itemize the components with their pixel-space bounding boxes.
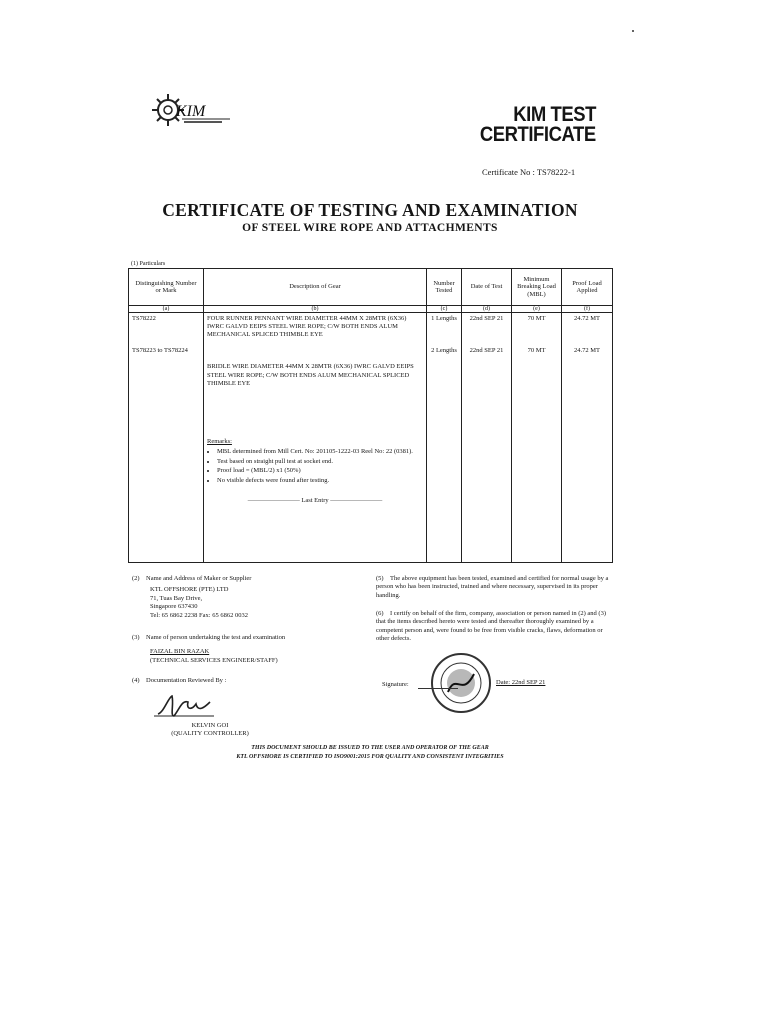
remark-item: • MBL determined from Mill Cert. No: 201105-1222-03 Reel No: 22 (0381). [217, 448, 423, 456]
number-cell [427, 313, 462, 563]
particulars-label: (1) Particulars [131, 261, 166, 267]
mark-1: TS78222 [132, 315, 156, 322]
remark-item: • Test based on straight pull test at socket end. [217, 458, 423, 466]
remark-item: • Proof load = (MBL/2) x1 (50%) [217, 467, 423, 475]
section-6-text: I certify on behalf of the firm, company, association or person named in (2) and (3) that the items described hereto were tested and thereafter thoroughly examined by a competent person and, were found to be free from visible cracks, flaws, deformation or other defects. [376, 610, 606, 643]
scan-speck [632, 30, 634, 32]
index-c: (c) [427, 306, 462, 313]
proof-cell [562, 313, 613, 563]
date-1: 22nd SEP 21 [469, 315, 504, 322]
reviewer-name: KELVIN GOI [191, 722, 229, 729]
company-stamp [430, 652, 492, 714]
tester-name: FAIZAL BIN RAZAK [150, 648, 210, 656]
index-f: (f) [562, 306, 613, 313]
date-label: Date: 22nd SEP 21 [496, 679, 546, 686]
header-description: Description of Gear [204, 269, 427, 306]
reviewer-role: (QUALITY CONTROLLER) [171, 730, 249, 738]
particulars-table [128, 268, 613, 563]
section-3: (3) Name of person undertaking the test and examination FAIZAL BIN RAZAK (TECHNICAL SERVICES ENGINEER/STAFF) [132, 634, 362, 665]
section-4: (4) Documentation Reviewed By : [132, 677, 227, 684]
proof-1: 24.72 MT [574, 315, 600, 322]
svg-text:KIM: KIM [176, 103, 206, 120]
mbl-cell [512, 313, 562, 563]
supplier-line: Singapore 637430 [150, 603, 198, 611]
section-2: (2) Name and Address of Maker or Supplier KTL OFFSHORE (PTE) LTD 71, Tuas Bay Drive, Singapore 637430 Tel: 65 6862 2238 Fax: 65 6862 0032 [132, 575, 362, 620]
tester-role: (TECHNICAL SERVICES ENGINEER/STAFF) [150, 656, 278, 664]
supplier-line: KTL OFFSHORE (PTE) LTD [150, 586, 229, 594]
company-logo [150, 92, 232, 132]
footer-line-2: KTL OFFSHORE IS CERTIFIED TO ISO9001:2015 FOR QUALITY AND CONSISTENT INTEGRITIES [236, 754, 504, 760]
document-title: CERTIFICATE OF TESTING AND EXAMINATION [162, 200, 578, 220]
signature-line [418, 688, 458, 689]
index-d: (d) [462, 306, 512, 313]
footer-line-1: THIS DOCUMENT SHOULD BE ISSUED TO THE USER AND OPERATOR OF THE GEAR [251, 745, 489, 751]
mbl-1: 70 MT [527, 315, 546, 322]
signature-label: Signature: [382, 681, 409, 688]
certificate-heading: CERTIFICATE [480, 123, 596, 146]
section-2-label: Name and Address of Maker or Supplier [146, 575, 252, 582]
description-1: FOUR RUNNER PENNANT WIRE DIAMETER 44MM X 28MTR (6X36) IWRC GALVD EEIPS STEEL WIRE ROPE; C/W BOTH ENDS ALUM MECHANICAL SPLICED THIMBLE EYE [207, 315, 407, 339]
header-number: Number Tested [427, 269, 462, 306]
document-subtitle: OF STEEL WIRE ROPE AND ATTACHMENTS [242, 222, 498, 234]
reviewer-block [140, 722, 280, 739]
description-cell [204, 313, 427, 563]
remarks-title: Remarks: [207, 437, 232, 445]
mark-cell [129, 313, 204, 563]
remark-item: • No visible defects were found after testing. [217, 477, 423, 485]
number-2: 2 Lengths [431, 347, 457, 355]
supplier-line: Tel: 65 6862 2238 Fax: 65 6862 0032 [150, 611, 248, 619]
section-6: (6) I certify on behalf of the firm, company, association or person named in (2) and (3) that the items described hereto were tested and thereafter thoroughly examined by a competent person and, were found to be free from visible cracks, flaws, deformation or other defects. [376, 610, 606, 643]
header-mark: Distinguishing Number or Mark [129, 269, 204, 306]
section-4-label: Documentation Reviewed By : [146, 677, 227, 684]
index-b: (b) [204, 306, 427, 313]
remarks-block [207, 438, 423, 506]
supplier-line: 71, Tuas Bay Drive, [150, 594, 203, 602]
index-e: (e) [512, 306, 562, 313]
section-5: (5) The above equipment has been tested, examined and certified for normal usage by a person who has been instructed, trained and where necessary, supervised in its proper handling. [376, 575, 609, 599]
index-a: (a) [129, 306, 204, 313]
header-date: Date of Test [462, 269, 512, 306]
section-3-label: Name of person undertaking the test and examination [146, 634, 286, 641]
last-entry: ———————— Last Entry ———————— [247, 496, 383, 504]
mark-2: TS78223 to TS78224 [132, 347, 188, 355]
section-5-text: The above equipment has been tested, examined and certified for normal usage by a person who has been instructed, trained and where necessary, supervised in its proper handling. [376, 575, 609, 599]
number-1: 1 Lengths [431, 315, 457, 322]
certificate-number: Certificate No : TS78222-1 [482, 167, 576, 177]
date-cell [462, 313, 512, 563]
description-2: BRIDLE WIRE DIAMETER 44MM X 28MTR (6X36) IWRC GALVD EEIPS STEEL WIRE ROPE; C/W BOTH ENDS ALUM MECHANICAL SPLICED THIMBLE EYE [207, 363, 414, 387]
header-mbl: Minimum Breaking Load (MBL) [512, 269, 562, 306]
kim-test-heading: KIM TEST [513, 103, 596, 126]
mbl-2: 70 MT [527, 347, 546, 355]
header-proof: Proof Load Applied [562, 269, 613, 306]
proof-2: 24.72 MT [574, 347, 600, 355]
date-2: 22nd SEP 21 [469, 347, 504, 355]
reviewer-signature [154, 690, 218, 722]
